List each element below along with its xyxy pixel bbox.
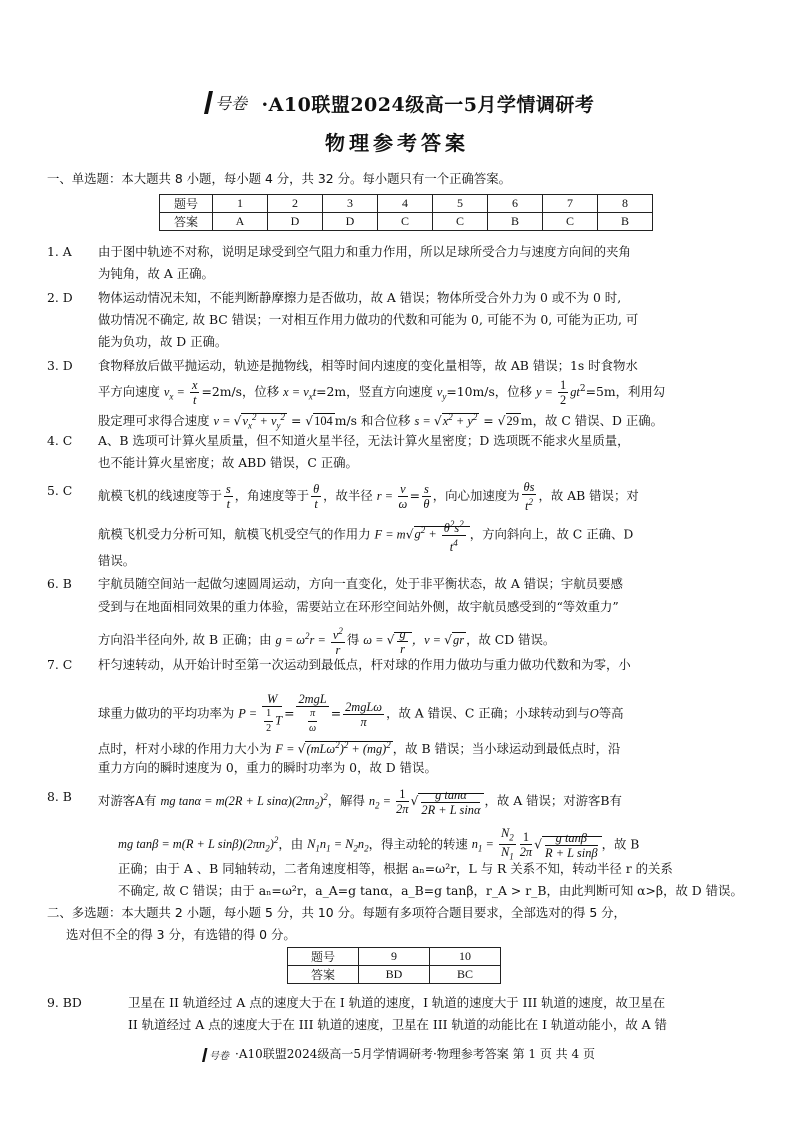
question-text: 做功情况不确定, 故 BC 错误；一对相互作用力做功的代数和可能为 0, 可能不为 0, 可能为正功, 可 bbox=[98, 312, 639, 327]
header-title-row bbox=[0, 88, 794, 119]
question-number: 5. C bbox=[47, 483, 73, 498]
question-number: 2. D bbox=[47, 290, 73, 305]
table-row bbox=[160, 213, 653, 231]
footer-logo-icon bbox=[199, 1046, 235, 1064]
question-text: 受到与在地面相同效果的重力体验，需要站立在环形空间站外侧，故宇航员感受到的“等效重力” bbox=[98, 599, 619, 614]
table-cell: 5 bbox=[433, 195, 488, 213]
question-text: 能为负功，故 D 正确。 bbox=[98, 334, 228, 349]
table-cell: B bbox=[488, 213, 543, 231]
question-formula-line: 股定理可求得合速度 $v = √v_x^2 + v_y^2 = √104$ m/s 和合位移 $s = √x^2 + y^2 = √29$ m，故 C 错误、D 正确。 bbox=[98, 412, 664, 431]
question-text: 重力方向的瞬时速度为 0，重力的瞬时功率为 0，故 D 错误。 bbox=[98, 760, 437, 775]
question-number: 8. B bbox=[47, 789, 72, 804]
table-cell: 3 bbox=[323, 195, 378, 213]
question-text: 正确；由于 A 、B 同轴转动，二者角速度相等，根据 aₙ=ω²r，L 与 R 关系不知，转动半径 r 的关系 bbox=[118, 861, 673, 876]
section2-heading-line2: 选对但不全的得 3 分，有选错的得 0 分。 bbox=[66, 927, 296, 942]
question-text: 宇航员随空间站一起做匀速圆周运动，方向一直变化，处于非平衡状态，故 A 错误；宇航员要感 bbox=[98, 576, 623, 591]
table-row bbox=[288, 948, 501, 966]
table-header-cell: 答案 bbox=[160, 213, 213, 231]
question-formula-line: 平方向速度 $v_x$ = $\frac{x}{t}$ =2m/s，位移 $x = v_xt=2m$，竖直方向速度 $v_y=10m/s$，位移 y = $\frac{1}{2}$ $gt^2=5m$，利用勾 bbox=[98, 378, 666, 408]
table-cell: 2 bbox=[268, 195, 323, 213]
question-number: 3. D bbox=[47, 358, 73, 373]
table-cell: C bbox=[378, 213, 433, 231]
table-header-cell: 题号 bbox=[160, 195, 213, 213]
question-number: 1. A bbox=[47, 244, 72, 259]
table-cell: 1 bbox=[213, 195, 268, 213]
footer-text: ·A10联盟2024级高一5月学情调研考·物理参考答案 第 1 页 共 4 页 bbox=[235, 1047, 595, 1061]
table-cell: A bbox=[213, 213, 268, 231]
table-cell: D bbox=[323, 213, 378, 231]
table-row bbox=[160, 195, 653, 213]
table-cell: 4 bbox=[378, 195, 433, 213]
brand-logo-icon bbox=[200, 88, 258, 116]
question-number: 9. BD bbox=[47, 995, 82, 1010]
page-title-line2: 物理参考答案 bbox=[325, 131, 469, 155]
section1-heading: 一、单选题：本大题共 8 小题，每小题 4 分，共 32 分。每小题只有一个正确答案。 bbox=[47, 171, 512, 186]
table-cell: 6 bbox=[488, 195, 543, 213]
question-text: 为钝角，故 A 正确。 bbox=[98, 266, 214, 281]
question-text: 食物释放后做平抛运动，轨迹是抛物线，相等时间内速度的变化量相等，故 AB 错误；1s 时食物水 bbox=[98, 358, 638, 373]
question-formula-line: mg tanβ = m(R + L $\sin\beta)(2\pi n_2)^2$，由 $N_1n_1 = N_2n_2$，得主动轮的转速 $n_1$ = $\frac{N_2}{N_1}$ $\frac{1}{2\pi}$ √ $\frac{\text{g tanβ}}{\text{R + L sinβ}}$ ，故 B bbox=[118, 826, 640, 862]
table-cell: C bbox=[433, 213, 488, 231]
question-formula-line: 对游客A有 mg tanα = m(2R + L $\sin\alpha)(2\pi n_2)^2$，解得 $n_2$ = $\frac{1}{2\pi}$ √ $\frac{\text{g tanα}}{\text{2R + L sinα}}$ ，故 A 错误；对游客B有 bbox=[98, 787, 622, 817]
question-text: 也不能计算火星密度；故 ABD 错误，C 正确。 bbox=[98, 455, 358, 470]
table-cell: BD bbox=[359, 966, 430, 984]
question-text: A、B 选项可计算火星质量，但不知道火星半径，无法计算火星密度；D 选项既不能求火星质量， bbox=[98, 433, 630, 448]
section1-answer-table bbox=[159, 194, 653, 231]
question-formula-line: 航模飞机受力分析可知，航模飞机受空气的作用力 $F = m√g^2$ + $\frac{\theta^2s^2}{t^4}$ ，方向斜向上，故 C 正确、D bbox=[98, 519, 634, 555]
table-cell: 9 bbox=[359, 948, 430, 966]
table-header-cell: 题号 bbox=[288, 948, 359, 966]
question-formula-line: 方向沿半径向外, 故 B 正确；由 $g = \omega^2r$ = $\frac{v^2}{r}$ 得 ω = √ $\frac{g}{r}$ ，v = √gr ，故 CD 错误。 bbox=[98, 626, 556, 658]
brand-logo bbox=[200, 88, 258, 119]
question-text: 杆匀速转动，从开始计时至第一次运动到最低点，杆对球的作用力做功与重力做功代数和为零，小 bbox=[98, 657, 631, 672]
question-number: 4. C bbox=[47, 433, 73, 448]
question-text: 不确定, 故 C 错误；由于 aₙ=ω²r，a_A=g tanα，a_B=g tanβ，r_A > r_B，由此判断可知 α>β，故 D 错误。 bbox=[118, 883, 743, 898]
table-cell: BC bbox=[430, 966, 501, 984]
question-formula-line: 航模飞机的线速度等于 $\frac{s}{t}$ ，角速度等于 $\frac{\theta}{t}$ ，故半径 r = $\frac{v}{\omega}$ = $\frac{s}{\theta}$ ，向心加速度为 $\frac{\theta s}{t^2}$ ，故 AB 错误；对 bbox=[98, 480, 639, 514]
table-cell: 8 bbox=[598, 195, 653, 213]
question-text: 由于图中轨迹不对称，说明足球受到空气阻力和重力作用，所以足球所受合力与速度方向间的夹角 bbox=[98, 244, 631, 259]
question-text: 错误。 bbox=[98, 553, 136, 568]
question-formula-line: 球重力做功的平均功率为 P = W $\frac{1}{2}$ T = $\frac{\text{2mgL}}{\frac{\pi}{\omega}}$ = $\frac{\text{2mgLω}}{\pi}$ ，故 A 错误、C 正确；小球转动到与O等高 bbox=[98, 692, 624, 734]
table-header-cell: 答案 bbox=[288, 966, 359, 984]
table-cell: B bbox=[598, 213, 653, 231]
question-number: 6. B bbox=[47, 576, 72, 591]
table-cell: 7 bbox=[543, 195, 598, 213]
section2-answer-table bbox=[287, 947, 501, 984]
svg-text:号卷: 号卷 bbox=[209, 1050, 230, 1062]
table-cell: 10 bbox=[430, 948, 501, 966]
question-text: 卫星在 II 轨道经过 A 点的速度大于在 I 轨道的速度，I 轨道的速度大于 III 轨道的速度，故卫星在 bbox=[128, 995, 666, 1010]
question-formula-line: 点时，杆对小球的作用力大小为 $F = √(mL\omega^2)^2 + (mg)^2$ ，故 B 错误；当小球运动到最低点时，沿 bbox=[98, 740, 621, 757]
table-cell: D bbox=[268, 213, 323, 231]
section2-heading-line1: 二、多选题：本大题共 2 小题，每小题 5 分，共 10 分。每题有多项符合题目要求，全部选对的得 5 分， bbox=[47, 905, 626, 920]
table-row bbox=[288, 966, 501, 984]
question-number: 7. C bbox=[47, 657, 73, 672]
page-title-line1: ·A10联盟2024级高一5月学情调研考 bbox=[261, 94, 595, 116]
svg-text:号卷: 号卷 bbox=[214, 94, 247, 113]
page-footer bbox=[0, 1045, 794, 1064]
question-text: 物体运动情况未知，不能判断静摩擦力是否做功，故 A 错误；物体所受合外力为 0 或不为 0 时, bbox=[98, 290, 622, 305]
table-cell: C bbox=[543, 213, 598, 231]
question-text: II 轨道经过 A 点的速度大于在 III 轨道的速度，卫星在 III 轨道的动能比在 I 轨道动能小，故 A 错 bbox=[128, 1017, 667, 1032]
